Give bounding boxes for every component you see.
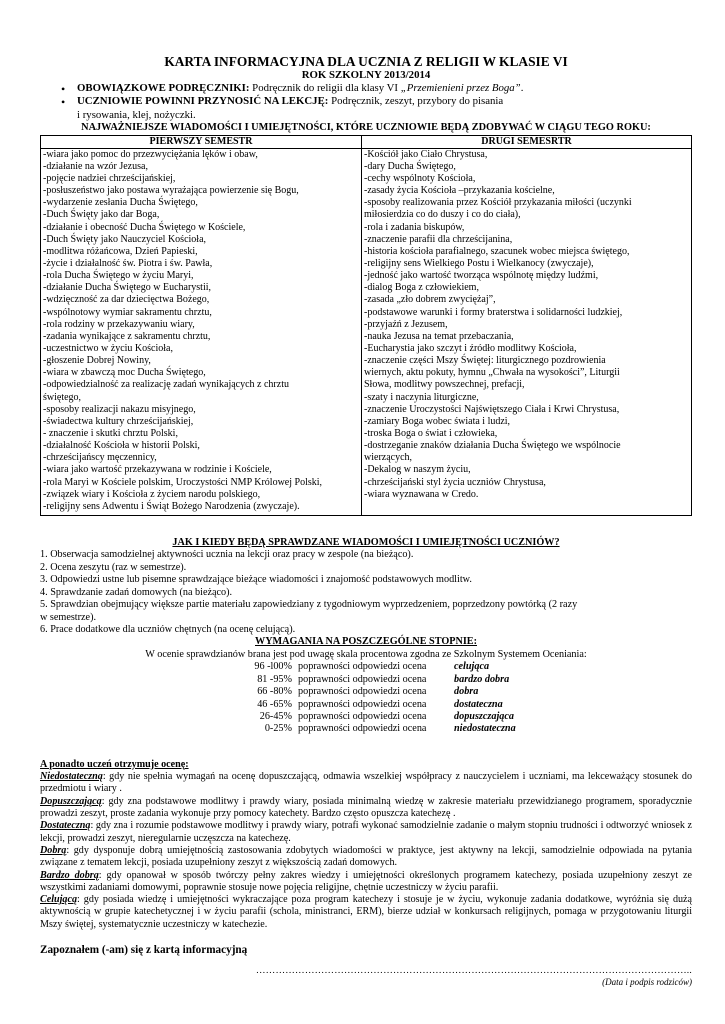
grade-term-text: : gdy dysponuje dobrą umiejętnością zastosowania zdobytych wiadomości w praktyce, jest aktywny na lekcji, samodzielnie odpowiada na pytania związane z tematem lekcji, posiada uzupełniony zeszyt z większością zadań domowych. — [40, 844, 692, 869]
first-semester-topics — [41, 148, 362, 515]
textbook-end: . — [520, 81, 524, 94]
grade-range: 96 -l00% — [254, 661, 292, 673]
grade-description — [40, 894, 692, 931]
checking-list — [40, 549, 692, 636]
topic-line: -dialog Boga z człowiekiem, — [364, 282, 479, 294]
grading-section — [40, 759, 692, 931]
topic-line: -chrześcijański styl życia uczniów Chrystusa, — [364, 476, 546, 488]
topic-line: -religijny sens Adwentu i Świąt Bożego Narodzenia (zwyczaje). — [43, 500, 300, 512]
supplies-text: Podręcznik, zeszyt, przybory do pisania — [328, 95, 504, 108]
topic-line: -rola i zadania biskupów, — [364, 221, 465, 233]
topic-line: -zasada „zło dobrem zwyciężaj”, — [364, 294, 496, 306]
grade-mark: dopuszczająca — [454, 710, 514, 722]
grade-text: poprawności odpowiedzi ocena — [298, 686, 427, 698]
signature-caption: (Data i podpis rodziców) — [602, 977, 692, 987]
topic-line: -nauka Jezusa na temat przebaczania, — [364, 330, 514, 342]
grade-description — [40, 870, 692, 895]
topic-line: -odpowiedzialność za realizację zadań wynikających z chrztu — [43, 379, 289, 391]
topic-line: - znaczenie i skutki chrztu Polski, — [43, 427, 178, 439]
topic-line: -znaczenie Uroczystości Najświętszego Ciała i Krwi Chrystusa, — [364, 403, 620, 415]
textbook-text: Podręcznik do religii dla klasy VI — [249, 81, 401, 94]
grade-mark: dostateczna — [454, 698, 503, 710]
checking-item: w semestrze). — [40, 611, 97, 623]
topic-line: wiernych, aktu pokuty, hymnu „Chwała na wysokości”, Liturgii — [364, 367, 620, 379]
topic-line: -Duch Święty jako Nauczyciel Kościoła, — [43, 233, 207, 245]
grade-scale — [40, 661, 692, 735]
first-semester-header: PIERWSZY SEMESTR — [41, 135, 362, 148]
topic-line: -jedność jako wartość tworząca wspólnotę między ludźmi, — [364, 270, 599, 282]
grade-description — [40, 820, 692, 845]
checking-item: 3. Odpowiedzi ustne lub pisemne sprawdzające bieżące wiadomości i znajomość podstawowych modlitw. — [40, 574, 472, 586]
grading-heading: A ponadto uczeń otrzymuje ocenę: — [40, 758, 189, 770]
grade-term: Dostateczną — [40, 820, 91, 832]
topic-line: -wiara jako pomoc do przezwyciężania lęków i obaw, — [43, 148, 258, 160]
signature-line[interactable]: …………………………………………………………………………………………………………………….. — [255, 964, 692, 976]
requirements-intro: W ocenie sprawdzianów brana jest pod uwagę skala procentowa zgodna ze Szkolnym Systemem Oceniania: — [145, 648, 587, 660]
supplies-text-line2: i rysowania, klej, nożyczki. — [77, 108, 196, 121]
grade-term-text: : gdy nie spełnia wymagań na ocenę dopuszczającą, odmawia wszelkiej współpracy z nauczycielem i uczniami, ma lekceważący stosunek do przedmiotu i wiary . — [40, 771, 692, 795]
grade-row — [40, 674, 692, 686]
grade-term: Dopuszczającą — [40, 795, 102, 807]
topic-line: -wydarzenie zesłania Ducha Świętego, — [43, 197, 198, 209]
signature-title: Zapoznałem (-am) się z kartą informacyjną — [40, 944, 248, 957]
topic-line: -działalność Kościoła w historii Polski, — [43, 440, 200, 452]
grade-range: 81 -95% — [257, 673, 292, 685]
topic-line: -głoszenie Dobrej Nowiny, — [43, 355, 151, 367]
topic-line: -historia kościoła parafialnego, szacunek wobec miejsca świętego, — [364, 245, 630, 257]
topic-line: wierzących, — [364, 452, 413, 464]
topic-line: -zamiary Boga wobec świata i ludzi, — [364, 415, 511, 427]
topic-line: świętego, — [43, 391, 82, 403]
topic-line: -życie i działalność św. Piotra i św. Pawła, — [43, 258, 213, 270]
grade-row — [40, 711, 692, 723]
grade-range: 66 -80% — [257, 686, 292, 698]
checking-section — [40, 537, 692, 736]
topic-line: -pojęcie nadziei chrześcijańskiej, — [43, 173, 176, 185]
topic-line: -znaczenie części Mszy Świętej: liturgicznego pozdrowienia — [364, 355, 606, 367]
topic-line: -modlitwa różańcowa, Dzień Papieski, — [43, 245, 198, 257]
topic-line: -działanie Ducha Świętego w Eucharystii, — [43, 282, 211, 294]
grade-term: Niedostateczną — [40, 771, 103, 782]
topic-line: -wiara wyznawana w Credo. — [364, 488, 479, 500]
grade-term-text: : gdy opanował w sposób twórczy pełny zakres wiedzy i umiejętności określonych programem katechezy, posiada uzupełniony zeszyt ze wszystkimi zadaniami domowymi, poprawnie stosuje nowe pojęcia religijne, chętnie uczestniczy w życiu parafii. — [40, 869, 692, 893]
grade-row — [40, 686, 692, 698]
topic-line: -Duch Święty jako dar Boga, — [43, 209, 160, 221]
grading-list — [40, 771, 692, 931]
checking-item: 1. Obserwacja samodzielnej aktywności ucznia na lekcji oraz pracy w zespole (na bieżąco). — [40, 549, 414, 561]
document-title: KARTA INFORMACYJNA DLA UCZNIA Z RELIGII W KLASIE VI — [164, 54, 568, 69]
grade-term: Bardzo dobrą — [40, 869, 99, 881]
grade-description — [40, 796, 692, 821]
topic-line: -działanie i obecność Ducha Świętego w Kościele, — [43, 221, 246, 233]
grade-text: poprawności odpowiedzi ocena — [298, 698, 427, 710]
grade-range: 0-25% — [264, 723, 292, 735]
topic-line: -zadania wynikające z sakramentu chrztu, — [43, 330, 211, 342]
topic-line: -posłuszeństwo jako postawa wyrażająca powierzenie się Bogu, — [43, 185, 299, 197]
topic-line: -wiara w zbawczą moc Ducha Świętego, — [43, 367, 206, 379]
checking-item: 6. Prace dodatkowe dla uczniów chętnych (na ocenę celującą). — [40, 624, 296, 636]
school-year: ROK SZKOLNY 2013/2014 — [301, 69, 431, 82]
topic-line: -podstawowe warunki i formy braterstwa i solidarności ludzkiej, — [364, 306, 623, 318]
grade-row — [40, 699, 692, 711]
grade-mark: bardzo dobra — [454, 673, 510, 685]
grade-term-text: : gdy zna podstawowe modlitwy i prawdy wiary, posiada minimalną wiedzę w zakresie materiału przewidzianego programem, sporadycznie prowadzi zeszyt, proste zadania wykonuje przy pomocy katechety. Bardzo często opuszcza katechezę . — [40, 795, 692, 819]
grade-term: Celującą — [40, 894, 78, 906]
grade-text: poprawności odpowiedzi ocena — [298, 710, 427, 722]
checking-item: 5. Sprawdzian obejmujący większe partie materiału zapowiedziany z tygodniowym wyprzedzeniem, poprzedzony powtórką (2 razy — [40, 599, 578, 611]
grade-term-text: : gdy zna i rozumie podstawowe modlitwy i prawdy wiary, potrafi wykonać samodzielnie zadanie o małym stopniu trudności i odtworzyć wniosek z lekcji, prowadzi zeszyt, nieregularnie uczęszcza na katechezę. — [40, 820, 692, 844]
topic-line: -dostrzeganie znaków działania Ducha Świętego we wspólnocie — [364, 440, 621, 452]
topic-line: -szaty i naczynia liturgiczne, — [364, 391, 479, 403]
topic-line: -wspólnotowy wymiar sakramentu chrztu, — [43, 306, 212, 318]
topic-line: -rola Maryi w Kościele polskim, Uroczystości NMP Królowej Polski, — [43, 476, 323, 488]
topic-line: -wiara jako wartość przekazywana w rodzinie i Kościele, — [43, 464, 272, 476]
topic-line: -dary Ducha Świętego, — [364, 160, 456, 172]
topic-line: miłosierdzia co do duszy i co do ciała), — [364, 209, 521, 221]
grade-range: 46 -65% — [257, 698, 292, 710]
topic-line: -Dekalog w naszym życiu, — [364, 464, 471, 476]
grade-range: 26-45% — [259, 710, 292, 722]
topic-line: -rola rodziny w przekazywaniu wiary, — [43, 318, 195, 330]
grade-text: poprawności odpowiedzi ocena — [298, 661, 427, 673]
topic-line: -cechy wspólnoty Kościoła, — [364, 173, 476, 185]
topic-line: -sposoby realizowania przez Kościół przykazania miłości (uczynki — [364, 197, 632, 209]
grade-term: Dobrą — [40, 844, 67, 856]
grade-row — [40, 723, 692, 735]
supplies-label: UCZNIOWIE POWINNI PRZYNOSIĆ NA LEKCJĘ: — [77, 95, 329, 108]
topic-line: -troska Boga o świat i człowieka, — [364, 427, 498, 439]
topic-line: -związek wiary i Kościoła z życiem narodu polskiego, — [43, 488, 261, 500]
textbook-title: „Przemienieni przez Boga” — [400, 81, 521, 94]
topic-line: -świadectwa kultury chrześcijańskiej, — [43, 415, 194, 427]
checking-item: 4. Sprawdzanie zadań domowych (na bieżąco). — [40, 586, 233, 598]
grade-mark: niedostateczna — [454, 723, 516, 735]
topic-line: -wdzięczność za dar dziecięctwa Bożego, — [43, 294, 210, 306]
textbook-bullet — [63, 82, 692, 95]
grade-term-text: : gdy posiada wiedzę i umiejętności wykraczające poza program katechezy i stosuje je w życiu, wykonuje zadania dodatkowe, wyróżnia się dużą aktywnością w grupie katechetycznej i w życiu parafii (schola, ministranci, ERM), bierze udział w konkursach religijnych, pomaga w przygotowaniu liturgii Mszy świętej, systematycznie uczestniczy w katechezie. — [40, 894, 692, 930]
topic-line: -działanie na wzór Jezusa, — [43, 160, 148, 172]
semester-table — [40, 135, 692, 516]
grade-description — [40, 771, 692, 796]
checking-heading: JAK I KIEDY BĘDĄ SPRAWDZANE WIADOMOŚCI I UMIEJĘTNOŚCI UCZNIÓW? — [172, 536, 560, 548]
second-semester-header: DRUGI SEMESRTR — [362, 135, 692, 148]
topic-line: -religijny sens Wielkiego Postu i Wielkanocy (zwyczaje), — [364, 258, 594, 270]
topic-line: -przyjaźń z Jezusem, — [364, 318, 448, 330]
topic-line: -zasady życia Kościoła –przykazania kościelne, — [364, 185, 555, 197]
knowledge-heading: NAJWAŻNIEJSZE WIADOMOŚCI I UMIEJĘTNOŚCI, KTÓRE UCZNIOWIE BĘDĄ ZDOBYWAĆ W CIĄGU TEGO ROKU: — [81, 122, 651, 134]
topic-line: -uczestnictwo w życiu Kościoła, — [43, 343, 173, 354]
textbook-label: OBOWIĄZKOWE PODRĘCZNIKI: — [77, 81, 250, 94]
requirements-heading: WYMAGANIA NA POSZCZEGÓLNE STOPNIE: — [255, 636, 477, 648]
topic-line: -znaczenie parafii dla chrześcijanina, — [364, 233, 513, 245]
grade-row — [40, 661, 692, 673]
document-page — [40, 54, 692, 988]
topic-line: -chrześcijańscy męczennicy, — [43, 452, 157, 464]
topic-line: -Eucharystia jako szczyt i źródło modlitwy Kościoła, — [364, 343, 577, 354]
grade-mark: dobra — [454, 686, 479, 698]
grade-description — [40, 845, 692, 870]
topic-line: -Kościół jako Ciało Chrystusa, — [364, 148, 488, 160]
second-semester-topics — [362, 148, 692, 515]
checking-item: 2. Ocena zeszytu (raz w semestrze). — [40, 561, 187, 573]
info-bullets — [63, 82, 692, 122]
grade-mark: celująca — [454, 661, 490, 673]
grade-text: poprawności odpowiedzi ocena — [298, 723, 427, 735]
topic-line: -sposoby realizacji nakazu misyjnego, — [43, 403, 196, 415]
grade-text: poprawności odpowiedzi ocena — [298, 673, 427, 685]
topic-line: -rola Ducha Świętego w życiu Maryi, — [43, 270, 194, 282]
supplies-bullet — [63, 95, 692, 122]
topic-line: Słowa, modlitwy powszechnej, prefacji, — [364, 379, 525, 391]
